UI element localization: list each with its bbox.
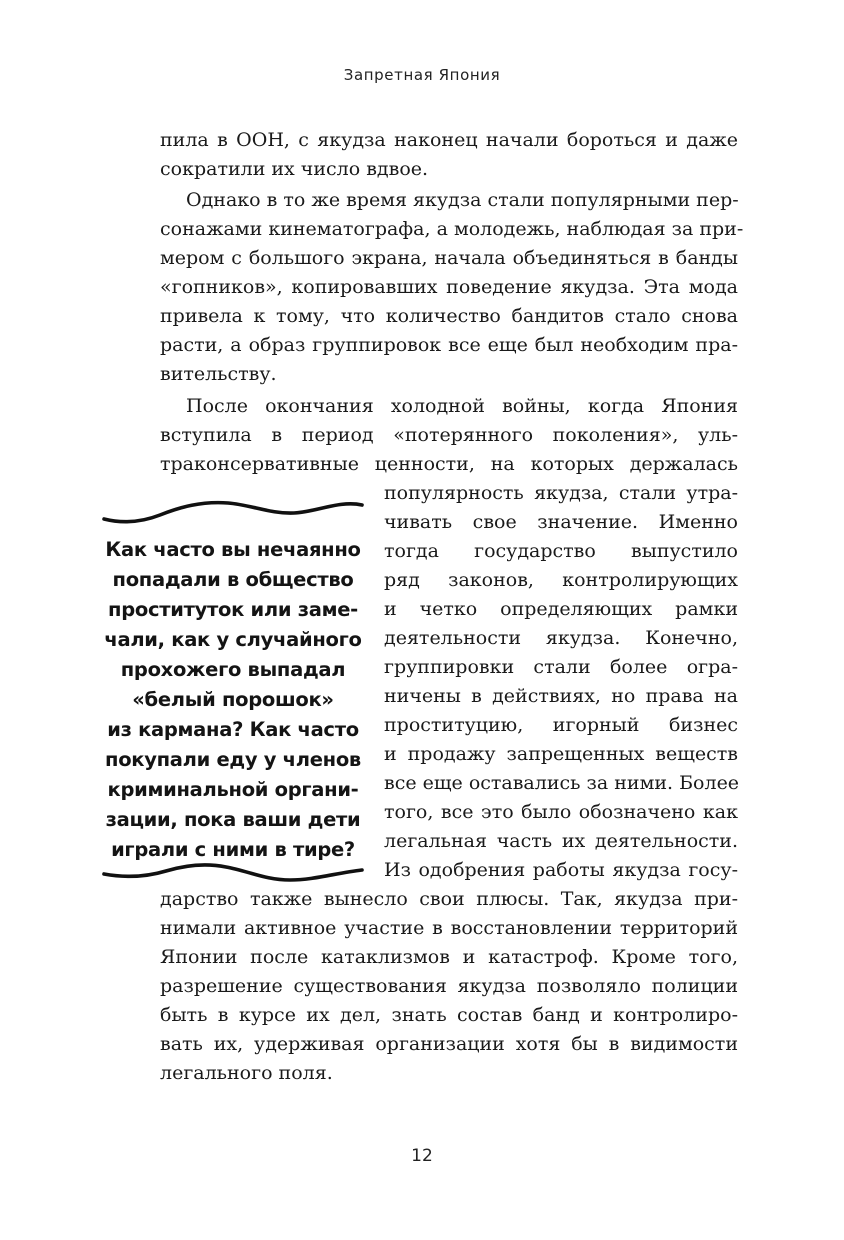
text-line: вать их, удерживая организации хотя бы в видимости (160, 1033, 738, 1055)
text-line: и четко определяющих рамки (384, 598, 738, 620)
text-line: мером с большого экрана, начала объединяться в банды (160, 247, 738, 269)
text-line: Из одобрения работы якудза госу- (384, 859, 738, 881)
pull-quote-line: играли с ними в тире? (111, 838, 355, 861)
text-line: нимали активное участие в восстановлении территорий (160, 917, 738, 939)
text-line: вительству. (160, 363, 277, 385)
text-line: сократили их число вдвое. (160, 158, 429, 180)
text-line: вступила в период «потерянного поколения», уль- (160, 424, 738, 446)
pull-quote-line: Как часто вы нечаянно (105, 538, 361, 561)
text-line: расти, а образ группировок все еще был необходим пра- (160, 334, 738, 356)
text-line: быть в курсе их дел, знать состав банд и контролиро- (160, 1004, 738, 1026)
pull-quote-line: прохожего выпадал (120, 658, 346, 681)
text-line: разрешение существования якудза позволяло полиции (160, 975, 738, 997)
text-line: ряд законов, контролирующих (384, 569, 738, 591)
pull-quote-line: «белый порошок» (132, 688, 334, 711)
text-line: деятельности якудза. Конечно, (384, 627, 738, 649)
pull-quote-line: из кармана? Как часто (107, 718, 359, 741)
pull-quote-line: чали, как у случайного (104, 628, 362, 651)
text-line: группировки стали более огра- (384, 656, 738, 678)
text-line: все еще оставались за ними. Более (384, 772, 740, 794)
pull-quote-line: покупали еду у членов (105, 748, 361, 771)
wavy-divider-bottom (102, 856, 364, 900)
pull-quote-line: попадали в общество (112, 568, 354, 591)
pull-quote-line: проституток или заме- (108, 598, 358, 621)
text-line: привела к тому, что количество бандитов стало снова (160, 305, 738, 327)
text-line: тогда государство выпустило (384, 540, 738, 562)
text-line: сонажами кинематографа, а молодежь, наблюдая за при- (160, 218, 744, 240)
pull-quote-line: зации, пока ваши дети (105, 808, 361, 831)
text-line: легального поля. (160, 1062, 333, 1084)
text-line: дарство также вынесло свои плюсы. Так, якудза при- (160, 888, 738, 910)
text-line: ничены в действиях, но права на (384, 685, 738, 707)
text-line: и продажу запрещенных веществ (384, 743, 738, 765)
text-line: После окончания холодной войны, когда Япония (186, 395, 738, 417)
text-line: легальная часть их деятельности. (384, 830, 738, 852)
text-line: пила в ООН, с якудза наконец начали бороться и даже (160, 129, 738, 151)
text-line: Японии после катаклизмов и катастроф. Кроме того, (160, 946, 738, 968)
page-number: 12 (411, 1146, 433, 1166)
text-line: траконсервативные ценности, на которых держалась (160, 453, 738, 475)
text-line: чивать свое значение. Именно (384, 511, 738, 533)
running-title: Запретная Япония (343, 66, 501, 84)
text-line: того, все это было обозначено как (384, 801, 738, 823)
text-line: «гопников», копировавших поведение якудза. Эта мода (160, 276, 738, 298)
text-line: популярность якудза, стали утра- (384, 482, 738, 504)
text-line: Однако в то же время якудза стали популярными пер- (186, 189, 739, 211)
wavy-divider-top (102, 486, 364, 530)
pull-quote-line: криминальной органи- (107, 778, 359, 801)
text-line: проституцию, игорный бизнес (384, 714, 738, 736)
